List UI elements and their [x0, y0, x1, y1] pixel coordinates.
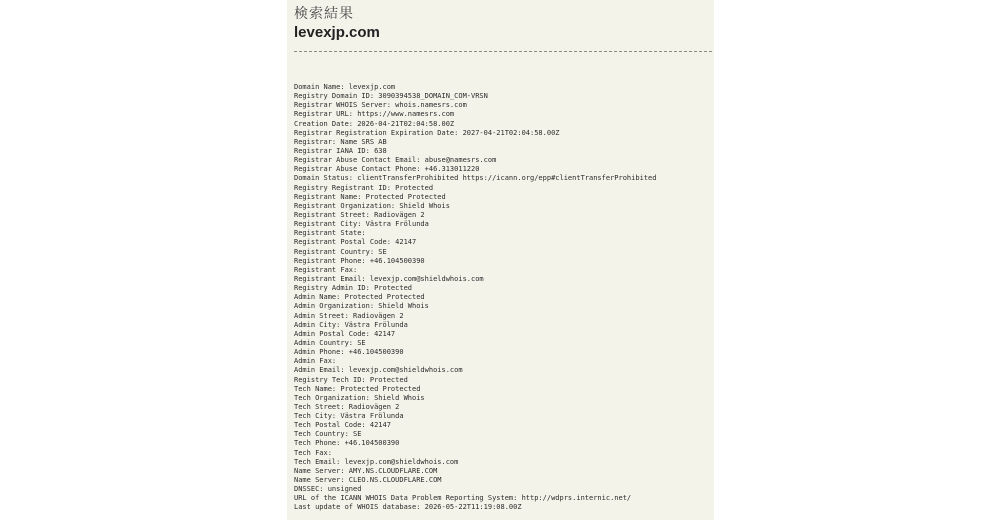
whois-line: Admin Email: levexjp.com@shieldwhois.com — [294, 366, 463, 375]
whois-line: Tech Fax: — [294, 448, 332, 457]
whois-line: Registrar Registration Expiration Date: 2027-04-21T02:04:58.00Z — [294, 128, 560, 137]
domain-title: levexjp.com — [294, 24, 380, 41]
whois-line: Registrant Postal Code: 42147 — [294, 238, 417, 247]
whois-line: DNSSEC: unsigned — [294, 485, 362, 494]
whois-line: Registrar Abuse Contact Email: abuse@namesrs.com — [294, 156, 497, 165]
whois-line: Last update of WHOIS database: 2026-05-22T11:19:08.00Z — [294, 503, 522, 512]
whois-line: Admin Fax: — [294, 357, 337, 366]
whois-line: Admin City: Västra Frölunda — [294, 320, 408, 329]
whois-line: Tech Postal Code: 42147 — [294, 421, 391, 430]
whois-line: Registrar IANA ID: 638 — [294, 146, 387, 155]
whois-line: Registrant Country: SE — [294, 247, 387, 256]
whois-line: Registrant State: — [294, 229, 366, 238]
whois-line: Tech Street: Radiovägen 2 — [294, 402, 400, 411]
whois-line: Admin Postal Code: 42147 — [294, 329, 396, 338]
whois-record — [294, 83, 656, 513]
whois-line: Registry Tech ID: Protected — [294, 375, 408, 384]
whois-line: Registrant Organization: Shield Whois — [294, 201, 450, 210]
whois-line: Admin Name: Protected Protected — [294, 293, 425, 302]
whois-line: Domain Status: clientTransferProhibited https://icann.org/epp#clientTransferProhibited — [294, 174, 657, 183]
whois-line: Admin Street: Radiovägen 2 — [294, 311, 404, 320]
whois-line: Registry Registrant ID: Protected — [294, 183, 434, 192]
whois-line: Registry Domain ID: 3090394538_DOMAIN_COM-VRSN — [294, 92, 488, 101]
whois-line: Domain Name: levexjp.com — [294, 83, 396, 91]
whois-line: URL of the ICANN WHOIS Data Problem Reporting System: http://wdprs.internic.net/ — [294, 494, 632, 503]
whois-line: Name Server: AMY.NS.CLOUDFLARE.COM — [294, 466, 438, 475]
whois-line: Registrar WHOIS Server: whois.namesrs.com — [294, 101, 467, 110]
whois-line: Tech City: Västra Frölunda — [294, 412, 404, 421]
whois-line: Registrant Street: Radiovägen 2 — [294, 210, 425, 219]
whois-result-panel — [287, 0, 714, 520]
search-results-heading: 検索結果 — [294, 6, 354, 22]
whois-line: Registrar URL: https://www.namesrs.com — [294, 110, 455, 119]
whois-line: Creation Date: 2026-04-21T02:04:58.00Z — [294, 119, 455, 128]
whois-line: Registrant Name: Protected Protected — [294, 192, 446, 201]
whois-line: Tech Email: levexjp.com@shieldwhois.com — [294, 457, 459, 466]
whois-line: Tech Name: Protected Protected — [294, 384, 421, 393]
whois-line: Tech Country: SE — [294, 430, 362, 439]
whois-line: Name Server: CLEO.NS.CLOUDFLARE.COM — [294, 476, 442, 485]
whois-line: Admin Organization: Shield Whois — [294, 302, 429, 311]
whois-line: Registrant Phone: +46.104500390 — [294, 256, 425, 265]
whois-line: Registrant Email: levexjp.com@shieldwhois.com — [294, 274, 484, 283]
whois-line: Tech Organization: Shield Whois — [294, 393, 425, 402]
whois-line: Registrar Abuse Contact Phone: +46.313011220 — [294, 165, 480, 174]
whois-line: Registrant City: Västra Frölunda — [294, 220, 429, 229]
whois-line: Tech Phone: +46.104500390 — [294, 439, 400, 448]
whois-line: Registrar: Name SRS AB — [294, 137, 387, 146]
whois-line: Registry Admin ID: Protected — [294, 284, 413, 293]
dashed-divider — [294, 51, 712, 52]
whois-line: Admin Phone: +46.104500390 — [294, 348, 404, 357]
whois-line: Registrant Fax: — [294, 265, 358, 274]
whois-line: Admin Country: SE — [294, 338, 366, 347]
